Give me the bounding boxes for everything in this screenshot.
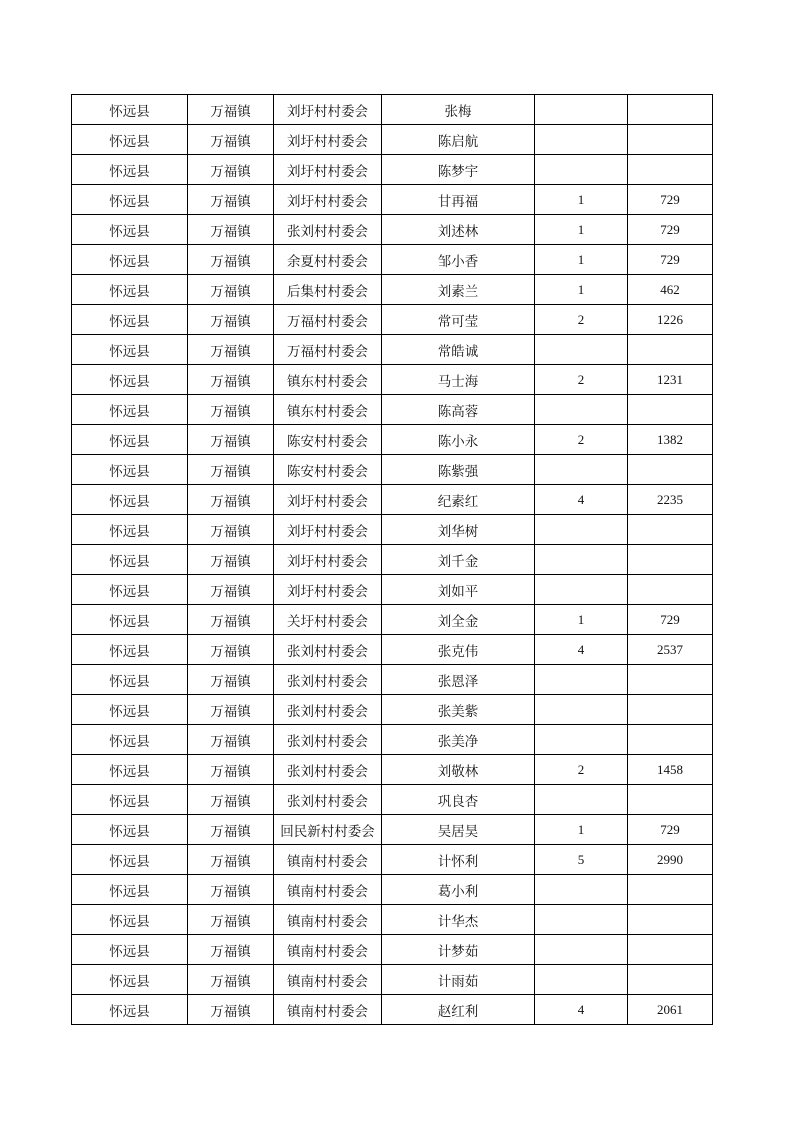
name-cell: 计雨茹 (382, 965, 535, 995)
village-cell: 镇东村村委会 (274, 365, 382, 395)
table-row (72, 125, 713, 155)
count-cell: 1 (535, 275, 628, 305)
county-cell: 怀远县 (72, 635, 188, 665)
village-cell: 陈安村村委会 (274, 455, 382, 485)
village-cell: 镇东村村委会 (274, 395, 382, 425)
amount-cell: 2990 (628, 845, 713, 875)
count-cell (535, 455, 628, 485)
town-cell: 万福镇 (188, 395, 274, 425)
count-cell (535, 395, 628, 425)
town-cell: 万福镇 (188, 725, 274, 755)
village-cell: 关圩村村委会 (274, 605, 382, 635)
village-cell: 刘圩村村委会 (274, 185, 382, 215)
town-cell: 万福镇 (188, 935, 274, 965)
count-cell: 4 (535, 995, 628, 1025)
town-cell: 万福镇 (188, 905, 274, 935)
county-cell: 怀远县 (72, 575, 188, 605)
town-cell: 万福镇 (188, 245, 274, 275)
count-cell (535, 95, 628, 125)
name-cell: 陈紫强 (382, 455, 535, 485)
village-cell: 镇南村村委会 (274, 935, 382, 965)
town-cell: 万福镇 (188, 335, 274, 365)
village-cell: 镇南村村委会 (274, 995, 382, 1025)
amount-cell (628, 875, 713, 905)
name-cell: 陈启航 (382, 125, 535, 155)
village-cell: 后集村村委会 (274, 275, 382, 305)
county-cell: 怀远县 (72, 245, 188, 275)
county-cell: 怀远县 (72, 665, 188, 695)
amount-cell (628, 335, 713, 365)
town-cell: 万福镇 (188, 275, 274, 305)
amount-cell: 2235 (628, 485, 713, 515)
table-row (72, 935, 713, 965)
town-cell: 万福镇 (188, 365, 274, 395)
table-row (72, 305, 713, 335)
table-row (72, 155, 713, 185)
amount-cell (628, 575, 713, 605)
amount-cell (628, 905, 713, 935)
town-cell: 万福镇 (188, 665, 274, 695)
village-cell: 镇南村村委会 (274, 905, 382, 935)
county-cell: 怀远县 (72, 485, 188, 515)
table-row (72, 485, 713, 515)
county-cell: 怀远县 (72, 185, 188, 215)
village-cell: 刘圩村村委会 (274, 485, 382, 515)
name-cell: 赵红利 (382, 995, 535, 1025)
count-cell (535, 155, 628, 185)
town-cell: 万福镇 (188, 455, 274, 485)
count-cell (535, 785, 628, 815)
count-cell (535, 125, 628, 155)
name-cell: 计怀利 (382, 845, 535, 875)
name-cell: 陈高蓉 (382, 395, 535, 425)
village-cell: 刘圩村村委会 (274, 155, 382, 185)
village-cell: 刘圩村村委会 (274, 515, 382, 545)
county-cell: 怀远县 (72, 95, 188, 125)
count-cell: 5 (535, 845, 628, 875)
table-row (72, 695, 713, 725)
amount-cell (628, 395, 713, 425)
table-row (72, 605, 713, 635)
amount-cell: 729 (628, 605, 713, 635)
village-cell: 万福村村委会 (274, 305, 382, 335)
town-cell: 万福镇 (188, 215, 274, 245)
beneficiary-table (71, 94, 713, 1025)
county-cell: 怀远县 (72, 965, 188, 995)
village-cell: 张刘村村委会 (274, 665, 382, 695)
village-cell: 张刘村村委会 (274, 695, 382, 725)
name-cell: 陈梦宇 (382, 155, 535, 185)
town-cell: 万福镇 (188, 185, 274, 215)
name-cell: 葛小利 (382, 875, 535, 905)
village-cell: 镇南村村委会 (274, 875, 382, 905)
table-row (72, 185, 713, 215)
county-cell: 怀远县 (72, 935, 188, 965)
name-cell: 刘千金 (382, 545, 535, 575)
count-cell (535, 575, 628, 605)
count-cell (535, 665, 628, 695)
table-row (72, 95, 713, 125)
table-row (72, 875, 713, 905)
amount-cell (628, 935, 713, 965)
name-cell: 马士海 (382, 365, 535, 395)
table-row (72, 785, 713, 815)
count-cell: 1 (535, 245, 628, 275)
name-cell: 甘再福 (382, 185, 535, 215)
town-cell: 万福镇 (188, 95, 274, 125)
count-cell: 2 (535, 425, 628, 455)
village-cell: 刘圩村村委会 (274, 125, 382, 155)
amount-cell: 1226 (628, 305, 713, 335)
name-cell: 刘全金 (382, 605, 535, 635)
name-cell: 吴居昊 (382, 815, 535, 845)
count-cell: 4 (535, 635, 628, 665)
town-cell: 万福镇 (188, 425, 274, 455)
count-cell: 1 (535, 815, 628, 845)
county-cell: 怀远县 (72, 815, 188, 845)
table-row (72, 455, 713, 485)
amount-cell: 462 (628, 275, 713, 305)
table-row (72, 665, 713, 695)
county-cell: 怀远县 (72, 455, 188, 485)
table-row (72, 275, 713, 305)
county-cell: 怀远县 (72, 395, 188, 425)
table-row (72, 395, 713, 425)
amount-cell (628, 95, 713, 125)
village-cell: 刘圩村村委会 (274, 95, 382, 125)
amount-cell (628, 155, 713, 185)
name-cell: 张恩泽 (382, 665, 535, 695)
count-cell (535, 905, 628, 935)
amount-cell: 729 (628, 185, 713, 215)
name-cell: 计华杰 (382, 905, 535, 935)
county-cell: 怀远县 (72, 605, 188, 635)
count-cell (535, 515, 628, 545)
amount-cell (628, 515, 713, 545)
name-cell: 邹小香 (382, 245, 535, 275)
count-cell (535, 335, 628, 365)
village-cell: 陈安村村委会 (274, 425, 382, 455)
village-cell: 张刘村村委会 (274, 755, 382, 785)
amount-cell (628, 455, 713, 485)
name-cell: 张美净 (382, 725, 535, 755)
name-cell: 张梅 (382, 95, 535, 125)
county-cell: 怀远县 (72, 695, 188, 725)
amount-cell (628, 725, 713, 755)
name-cell: 刘述林 (382, 215, 535, 245)
table-row (72, 725, 713, 755)
village-cell: 刘圩村村委会 (274, 575, 382, 605)
table-body (72, 95, 713, 1025)
name-cell: 计梦茹 (382, 935, 535, 965)
table-row (72, 905, 713, 935)
county-cell: 怀远县 (72, 305, 188, 335)
town-cell: 万福镇 (188, 695, 274, 725)
name-cell: 刘敬林 (382, 755, 535, 785)
name-cell: 常可莹 (382, 305, 535, 335)
village-cell: 刘圩村村委会 (274, 545, 382, 575)
table-row (72, 545, 713, 575)
count-cell (535, 965, 628, 995)
village-cell: 张刘村村委会 (274, 635, 382, 665)
count-cell: 4 (535, 485, 628, 515)
amount-cell: 729 (628, 215, 713, 245)
table-row (72, 755, 713, 785)
name-cell: 张美紫 (382, 695, 535, 725)
name-cell: 陈小永 (382, 425, 535, 455)
name-cell: 刘如平 (382, 575, 535, 605)
table-row (72, 245, 713, 275)
count-cell (535, 695, 628, 725)
village-cell: 余夏村村委会 (274, 245, 382, 275)
table-row (72, 815, 713, 845)
town-cell: 万福镇 (188, 845, 274, 875)
county-cell: 怀远县 (72, 875, 188, 905)
town-cell: 万福镇 (188, 875, 274, 905)
table-row (72, 335, 713, 365)
county-cell: 怀远县 (72, 365, 188, 395)
town-cell: 万福镇 (188, 125, 274, 155)
amount-cell (628, 695, 713, 725)
name-cell: 纪素红 (382, 485, 535, 515)
town-cell: 万福镇 (188, 755, 274, 785)
table-row (72, 425, 713, 455)
county-cell: 怀远县 (72, 905, 188, 935)
town-cell: 万福镇 (188, 305, 274, 335)
table-row (72, 845, 713, 875)
town-cell: 万福镇 (188, 605, 274, 635)
amount-cell: 729 (628, 815, 713, 845)
amount-cell (628, 545, 713, 575)
county-cell: 怀远县 (72, 755, 188, 785)
table-row (72, 515, 713, 545)
count-cell (535, 875, 628, 905)
village-cell: 回民新村村委会 (274, 815, 382, 845)
count-cell: 1 (535, 215, 628, 245)
county-cell: 怀远县 (72, 215, 188, 245)
county-cell: 怀远县 (72, 515, 188, 545)
town-cell: 万福镇 (188, 965, 274, 995)
town-cell: 万福镇 (188, 485, 274, 515)
village-cell: 镇南村村委会 (274, 845, 382, 875)
amount-cell (628, 665, 713, 695)
name-cell: 常皓诚 (382, 335, 535, 365)
county-cell: 怀远县 (72, 335, 188, 365)
amount-cell: 2061 (628, 995, 713, 1025)
county-cell: 怀远县 (72, 995, 188, 1025)
amount-cell: 2537 (628, 635, 713, 665)
county-cell: 怀远县 (72, 425, 188, 455)
town-cell: 万福镇 (188, 155, 274, 185)
table-row (72, 965, 713, 995)
town-cell: 万福镇 (188, 545, 274, 575)
town-cell: 万福镇 (188, 785, 274, 815)
table-row (72, 575, 713, 605)
amount-cell: 729 (628, 245, 713, 275)
count-cell (535, 545, 628, 575)
town-cell: 万福镇 (188, 635, 274, 665)
amount-cell: 1458 (628, 755, 713, 785)
count-cell (535, 725, 628, 755)
town-cell: 万福镇 (188, 995, 274, 1025)
count-cell: 1 (535, 605, 628, 635)
table-row (72, 995, 713, 1025)
amount-cell (628, 125, 713, 155)
name-cell: 巩良杏 (382, 785, 535, 815)
name-cell: 刘华树 (382, 515, 535, 545)
amount-cell (628, 965, 713, 995)
town-cell: 万福镇 (188, 815, 274, 845)
county-cell: 怀远县 (72, 125, 188, 155)
count-cell: 2 (535, 305, 628, 335)
county-cell: 怀远县 (72, 545, 188, 575)
count-cell: 2 (535, 365, 628, 395)
village-cell: 张刘村村委会 (274, 215, 382, 245)
village-cell: 张刘村村委会 (274, 785, 382, 815)
amount-cell: 1382 (628, 425, 713, 455)
village-cell: 张刘村村委会 (274, 725, 382, 755)
amount-cell: 1231 (628, 365, 713, 395)
county-cell: 怀远县 (72, 785, 188, 815)
table-row (72, 215, 713, 245)
table-row (72, 635, 713, 665)
county-cell: 怀远县 (72, 725, 188, 755)
town-cell: 万福镇 (188, 575, 274, 605)
town-cell: 万福镇 (188, 515, 274, 545)
count-cell: 1 (535, 185, 628, 215)
name-cell: 张克伟 (382, 635, 535, 665)
county-cell: 怀远县 (72, 155, 188, 185)
village-cell: 万福村村委会 (274, 335, 382, 365)
count-cell (535, 935, 628, 965)
county-cell: 怀远县 (72, 845, 188, 875)
county-cell: 怀远县 (72, 275, 188, 305)
name-cell: 刘素兰 (382, 275, 535, 305)
count-cell: 2 (535, 755, 628, 785)
table-row (72, 365, 713, 395)
amount-cell (628, 785, 713, 815)
village-cell: 镇南村村委会 (274, 965, 382, 995)
